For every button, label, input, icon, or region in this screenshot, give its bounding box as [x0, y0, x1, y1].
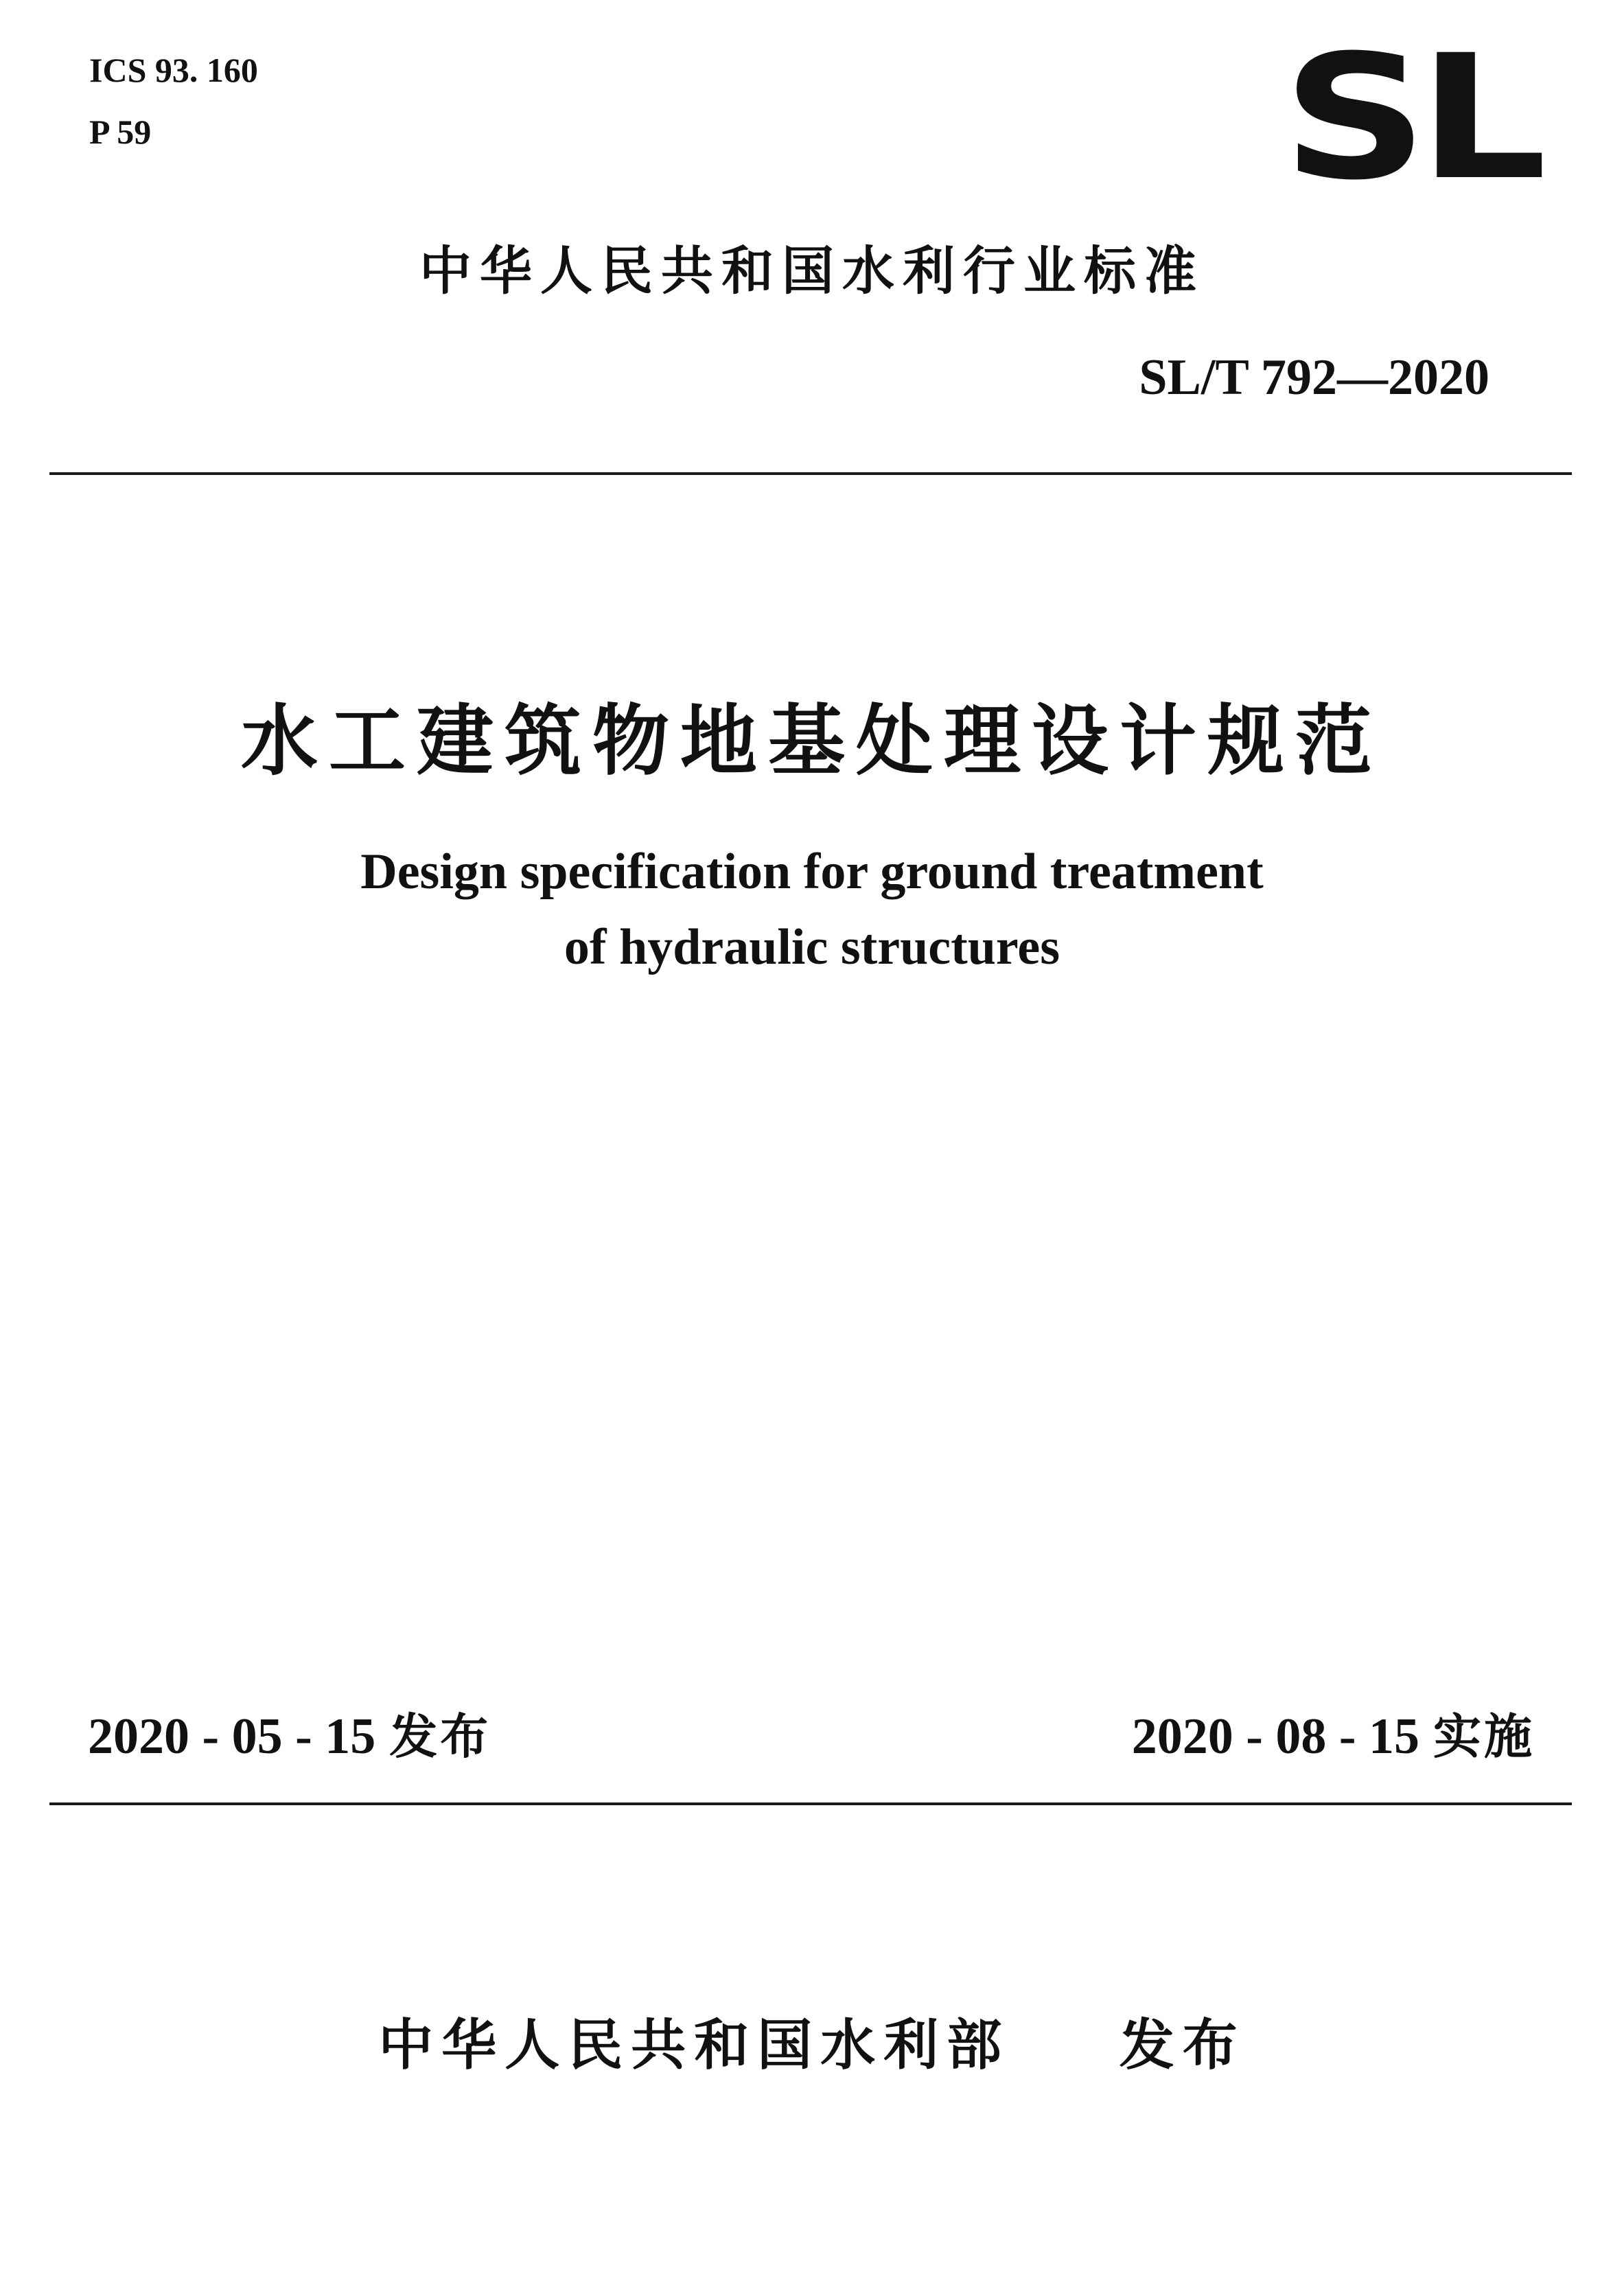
title-english-line2: of hydraulic structures: [564, 919, 1060, 975]
bottom-divider: [49, 1802, 1572, 1805]
top-divider: [49, 472, 1572, 475]
standard-category: 中华人民共和国水利行业标准: [419, 240, 1205, 301]
implementation-date: 2020 - 08 - 15: [1131, 1708, 1419, 1765]
title-english-line1: Design specification for ground treatment: [360, 844, 1264, 900]
publisher-name: 中华人民共和国水利部: [378, 2013, 1010, 2077]
title-chinese: 水工建筑物地基处理设计规范: [241, 697, 1383, 786]
classification-code: P 59: [89, 113, 152, 151]
ics-code: ICS 93. 160: [89, 51, 258, 89]
publisher-action: 发布: [1119, 2013, 1246, 2077]
issue-date: 2020 - 05 - 15: [88, 1708, 376, 1765]
implementation-label: 实施: [1433, 1708, 1535, 1765]
standard-code: SL/T 792—2020: [1139, 349, 1489, 406]
issue-label: 发布: [389, 1708, 491, 1765]
publisher-line: [0, 2004, 1624, 2087]
issue-date-block: [88, 1702, 491, 1771]
sl-logo: SL: [1281, 18, 1538, 218]
implementation-date-block: [1132, 1702, 1535, 1771]
